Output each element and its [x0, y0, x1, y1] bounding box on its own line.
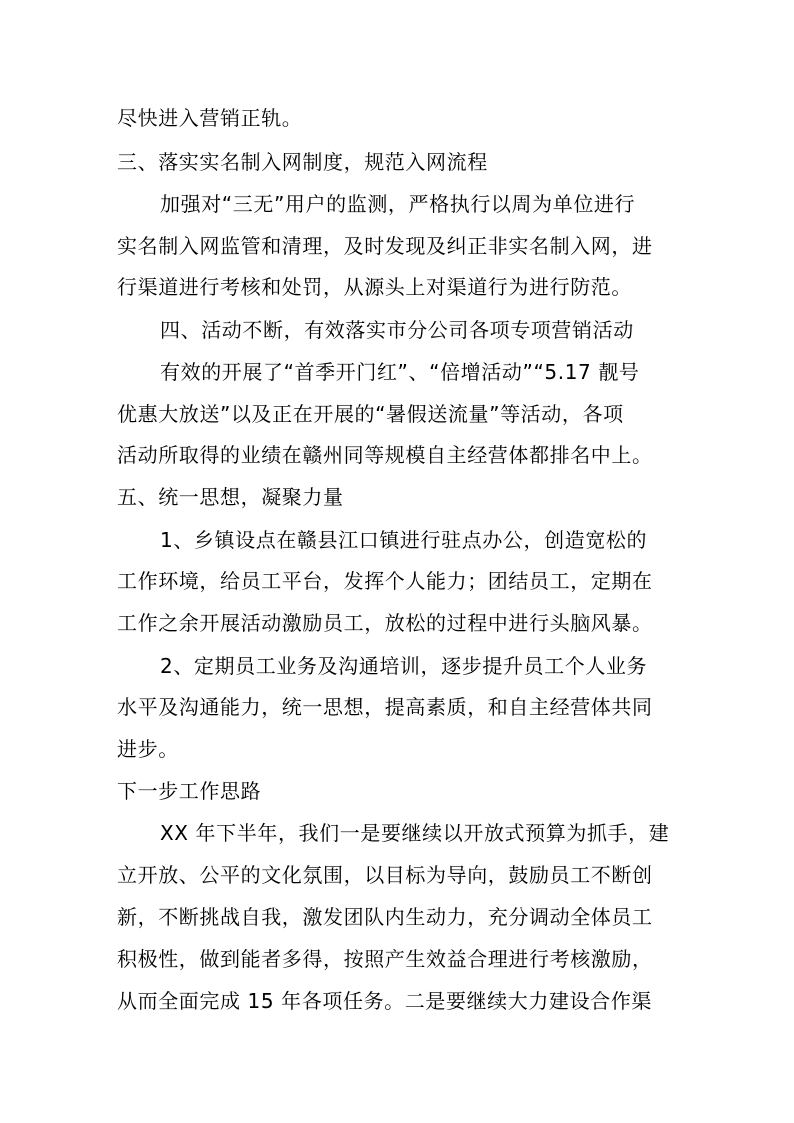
section-heading: 五、统一思想，凝聚力量 [117, 485, 344, 509]
text-line: 从而全面完成 15 年各项任务。二是要继续大力建设合作渠 [117, 989, 652, 1013]
section-heading: 三、落实实名制入网制度，规范入网流程 [117, 150, 488, 174]
text-line: 立开放、公平的文化氛围，以目标为导向，鼓励员工不断创 [117, 863, 653, 887]
section-heading: 下一步工作思路 [117, 779, 262, 803]
text-line: XX 年下半年，我们一是要继续以开放式预算为抓手，建 [160, 821, 670, 845]
text-line: 行渠道进行考核和处罚，从源头上对渠道行为进行防范。 [117, 275, 632, 299]
text-line: 1、乡镇设点在赣县江口镇进行驻点办公，创造宽松的 [160, 528, 648, 552]
text-line: 加强对“三无”用户的监测，严格执行以周为单位进行 [160, 192, 636, 216]
text-line: 工作环境，给员工平台，发挥个人能力；团结员工，定期在 [117, 569, 653, 593]
text-line: 积极性，做到能者多得，按照产生效益合理进行考核激励， [117, 947, 653, 971]
text-line: 水平及沟通能力，统一思想，提高素质，和自主经营体共同 [117, 695, 653, 719]
section-heading: 四、活动不断，有效落实市分公司各项专项营销活动 [160, 318, 634, 342]
text-line: 实名制入网监管和清理，及时发现及纠正非实名制入网，进 [117, 234, 653, 258]
text-line: 有效的开展了“首季开门红”、“倍增活动”“5.17 靓号 [160, 360, 640, 384]
text-line: 优惠大放送”以及正在开展的“暑假送流量”等活动，各项 [117, 402, 624, 426]
text-line: 进步。 [117, 737, 179, 761]
text-line: 工作之余开展活动激励员工，放松的过程中进行头脑风暴。 [117, 611, 653, 635]
text-line: 2、定期员工业务及沟通培训，逐步提升员工个人业务 [160, 654, 648, 678]
text-line: 新，不断挑战自我，激发团队内生动力，充分调动全体员工 [117, 905, 653, 929]
text-line: 尽快进入营销正轨。 [117, 106, 303, 130]
text-line: 活动所取得的业绩在赣州同等规模自主经营体都排名中上。 [117, 443, 653, 467]
